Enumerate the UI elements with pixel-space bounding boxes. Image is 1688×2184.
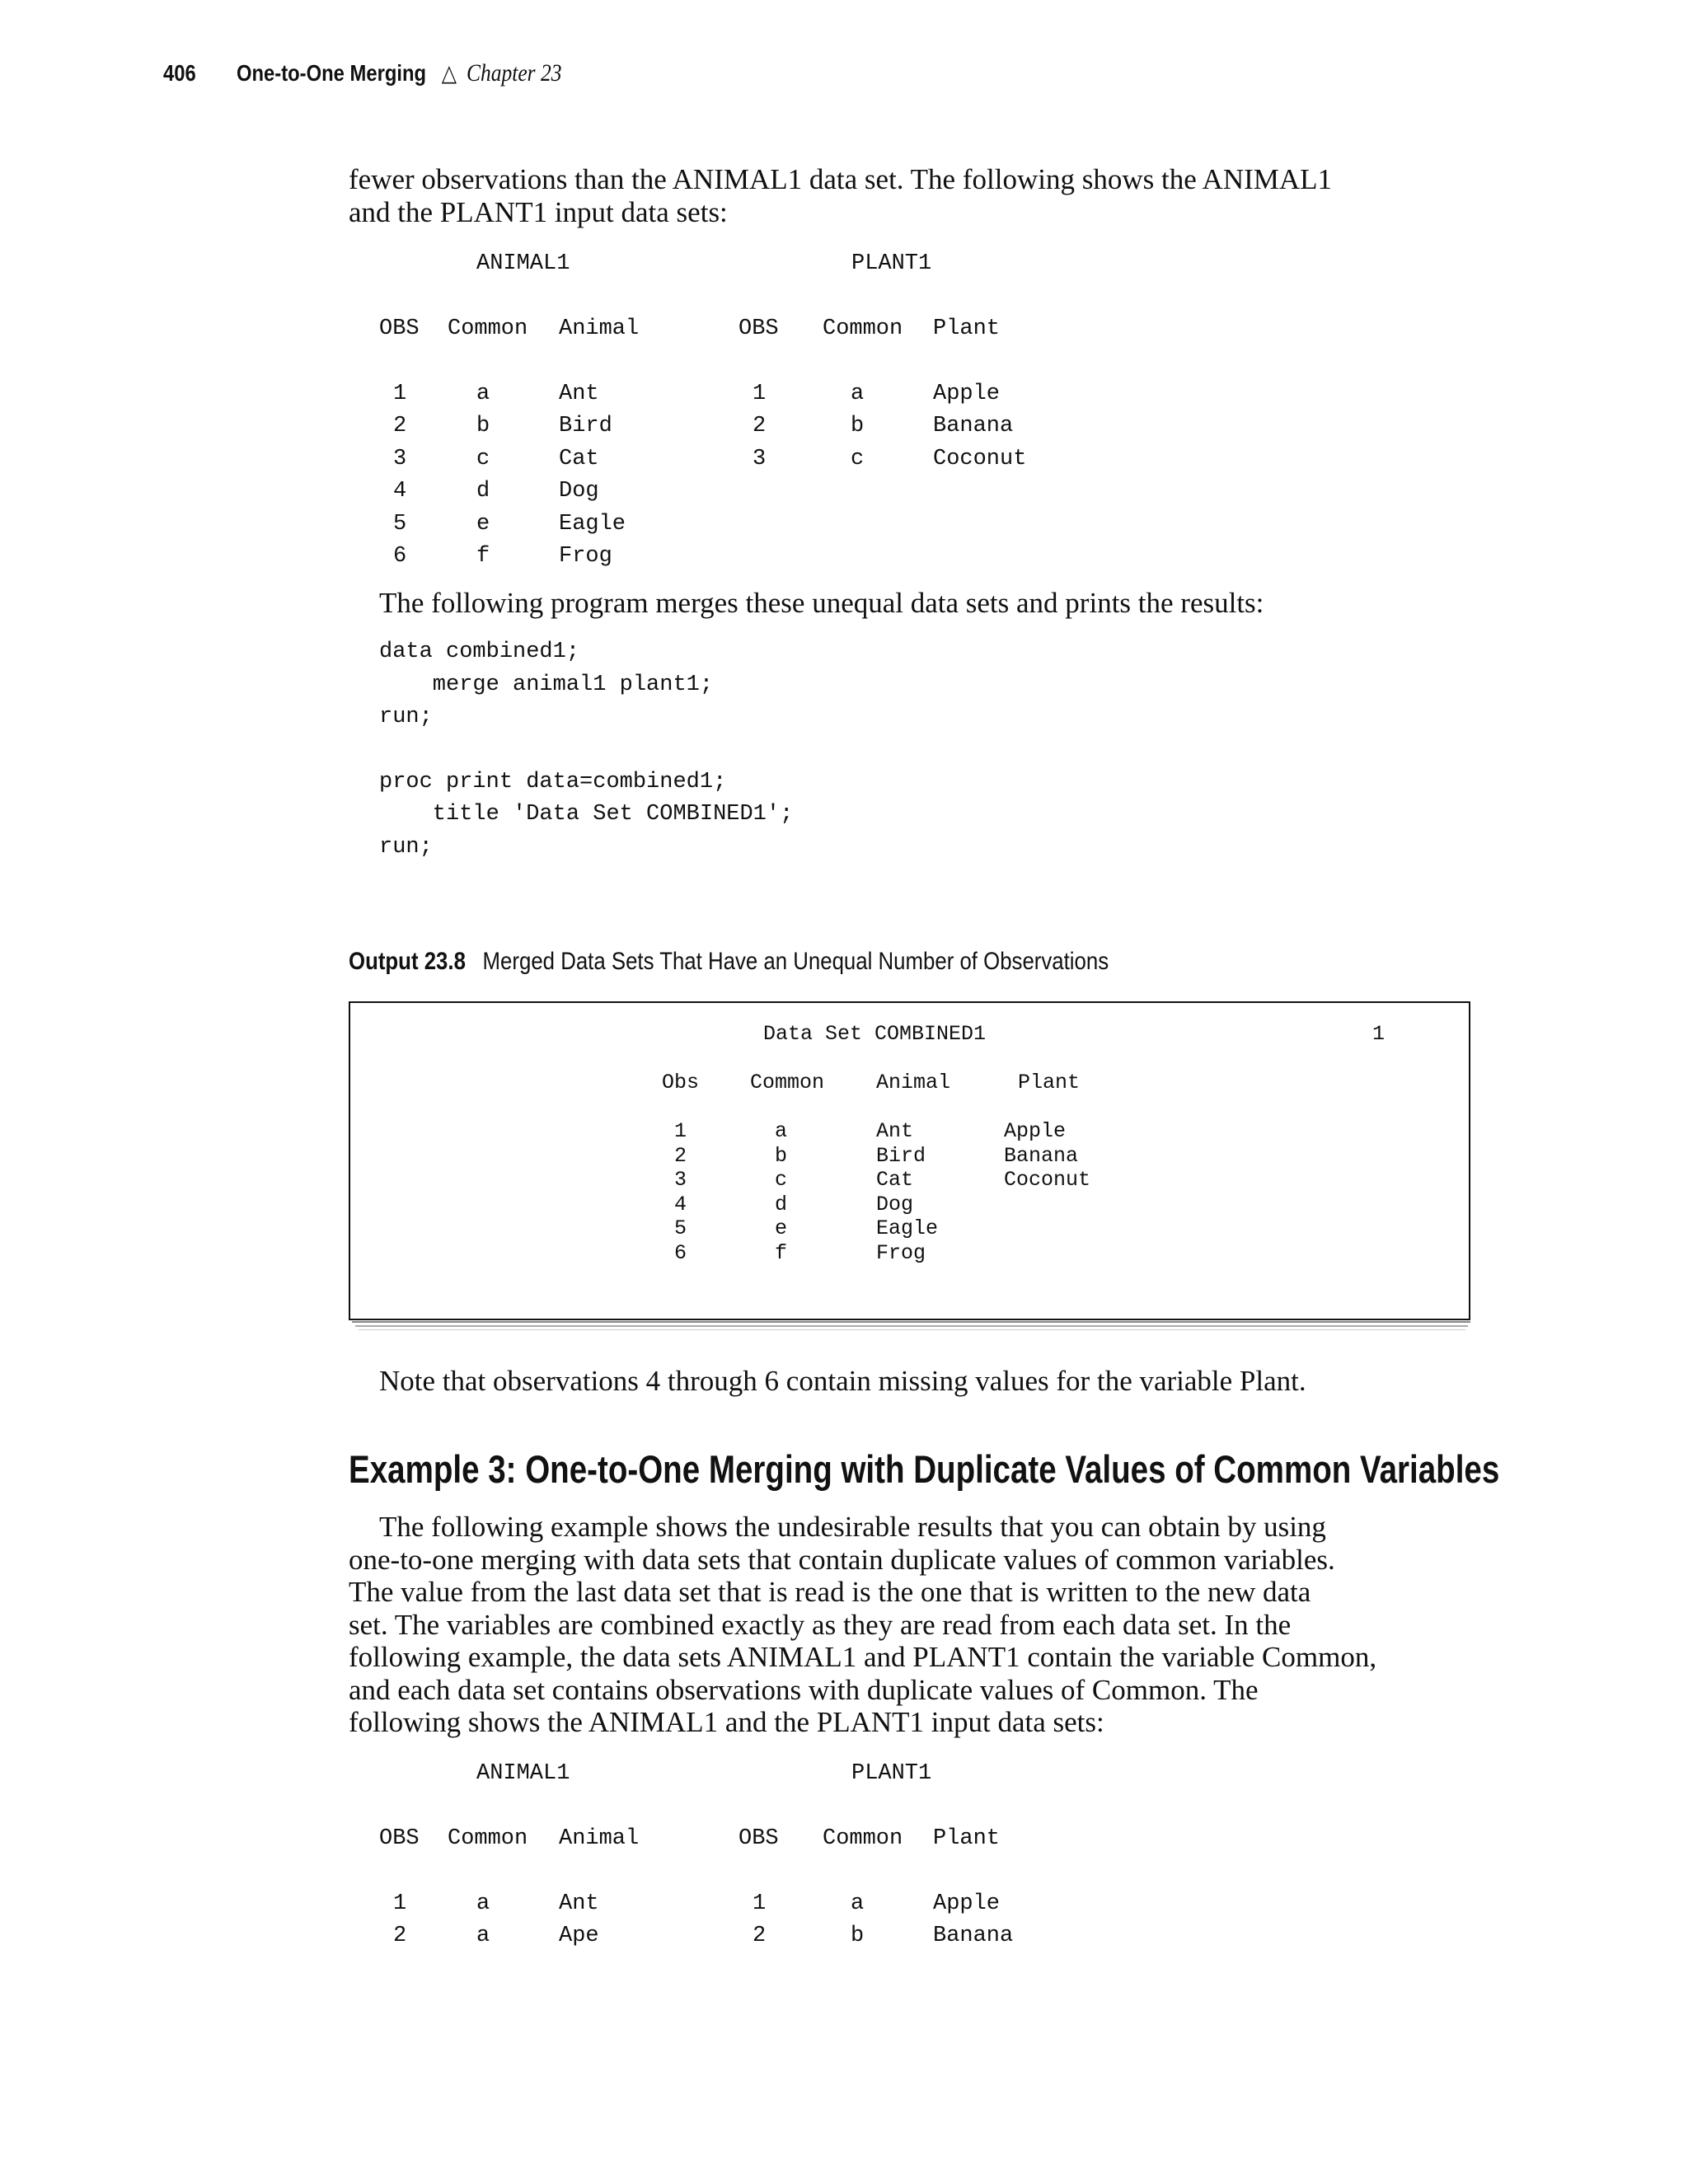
program-intro: The following program merges these unequal data sets and prints the results: xyxy=(379,587,1264,619)
col-header: OBS xyxy=(379,1826,420,1851)
table-cell: d xyxy=(476,479,490,504)
table-cell: 5 xyxy=(393,512,407,537)
output-cell: Cat xyxy=(876,1168,914,1192)
table-cell: 4 xyxy=(393,479,407,504)
output-cell: e xyxy=(775,1216,788,1240)
output-cell: 5 xyxy=(674,1216,687,1240)
example-line: The following example shows the undesirable results that you can obtain by using xyxy=(379,1511,1326,1543)
table-cell: a xyxy=(851,1891,865,1916)
table-cell: a xyxy=(851,382,865,406)
page-number: 406 xyxy=(163,60,196,86)
table-cell: 1 xyxy=(753,1891,767,1916)
table-cell: Ant xyxy=(559,382,599,406)
output-cell: Ant xyxy=(876,1119,914,1143)
table-cell: Bird xyxy=(559,414,612,438)
output-box xyxy=(349,1001,1470,1320)
table-cell: a xyxy=(476,1891,490,1916)
table-cell: 1 xyxy=(393,382,407,406)
table-cell: Banana xyxy=(933,414,1014,438)
output-cell: b xyxy=(775,1144,788,1168)
col-header: Animal xyxy=(559,316,640,341)
table-cell: 2 xyxy=(753,1924,767,1948)
col-header: Common xyxy=(448,1826,528,1851)
table-cell: c xyxy=(476,447,490,471)
col-header: Common xyxy=(823,1826,903,1851)
table-cell: 2 xyxy=(393,414,407,438)
example-line: following shows the ANIMAL1 and the PLANT1 input data sets: xyxy=(349,1706,1104,1738)
plant-table-title: PLANT1 xyxy=(851,1761,932,1786)
output-cell: 1 xyxy=(674,1119,687,1143)
table-cell: c xyxy=(851,447,865,471)
running-title: One-to-One Merging xyxy=(237,60,427,86)
table-cell: 6 xyxy=(393,544,407,569)
output-caption xyxy=(349,948,1109,976)
code-line: proc print data=combined1; xyxy=(379,770,727,794)
col-header: Plant xyxy=(933,1826,1001,1851)
col-header: Plant xyxy=(933,316,1001,341)
table-cell: b xyxy=(851,414,865,438)
note-text: Note that observations 4 through 6 contain missing values for the variable Plant. xyxy=(379,1365,1306,1397)
table-cell: 1 xyxy=(753,382,767,406)
table-cell: Apple xyxy=(933,1891,1001,1916)
output-cell: Banana xyxy=(1004,1144,1079,1168)
table-cell: e xyxy=(476,512,490,537)
output-box-shadow xyxy=(359,1329,1465,1330)
output-cell: 6 xyxy=(674,1241,687,1265)
table-cell: Coconut xyxy=(933,447,1027,471)
plant-table-title: PLANT1 xyxy=(851,251,932,276)
example-heading: Example 3: One-to-One Merging with Duplicate Values of Common Variables xyxy=(349,1447,1500,1491)
output-box-shadow xyxy=(355,1325,1468,1327)
output-cell: a xyxy=(775,1119,788,1143)
intro-line-2: and the PLANT1 input data sets: xyxy=(349,196,728,228)
output-cell: Frog xyxy=(876,1241,926,1265)
output-caption-label: Output 23.8 xyxy=(349,948,466,975)
table-cell: Ant xyxy=(559,1891,599,1916)
table-cell: 2 xyxy=(393,1924,407,1948)
output-title: Data Set COMBINED1 xyxy=(763,1022,987,1046)
chapter-label: Chapter 23 xyxy=(466,59,562,87)
example-line: set. The variables are combined exactly as they are read from each data set. In the xyxy=(349,1609,1292,1641)
table-cell: 3 xyxy=(753,447,767,471)
animal-table-title: ANIMAL1 xyxy=(476,1761,570,1786)
output-cell: 4 xyxy=(674,1193,687,1216)
table-cell: Apple xyxy=(933,382,1001,406)
example-line: following example, the data sets ANIMAL1 and PLANT1 contain the variable Common, xyxy=(349,1641,1377,1673)
output-cell: 2 xyxy=(674,1144,687,1168)
table-cell: Cat xyxy=(559,447,599,471)
example-line: one-to-one merging with data sets that contain duplicate values of common variables. xyxy=(349,1544,1335,1576)
col-header: OBS xyxy=(379,316,420,341)
col-header: Common xyxy=(448,316,528,341)
output-col-header: Plant xyxy=(1018,1071,1081,1094)
output-cell: Coconut xyxy=(1004,1168,1091,1192)
table-cell: b xyxy=(851,1924,865,1948)
table-cell: Banana xyxy=(933,1924,1014,1948)
output-cell: Apple xyxy=(1004,1119,1067,1143)
code-line: merge animal1 plant1; xyxy=(379,673,714,697)
table-cell: Eagle xyxy=(559,512,626,537)
code-line: title 'Data Set COMBINED1'; xyxy=(379,802,794,827)
running-header xyxy=(163,59,561,87)
table-cell: a xyxy=(476,1924,490,1948)
table-cell: 2 xyxy=(753,414,767,438)
intro-line-1: fewer observations than the ANIMAL1 data set. The following shows the ANIMAL1 xyxy=(349,163,1333,195)
col-header: OBS xyxy=(738,316,779,341)
table-cell: Dog xyxy=(559,479,599,504)
output-col-header: Obs xyxy=(662,1071,700,1094)
code-line: data combined1; xyxy=(379,640,580,664)
col-header: Common xyxy=(823,316,903,341)
code-line: run; xyxy=(379,835,433,860)
output-cell: Eagle xyxy=(876,1216,939,1240)
table-cell: Ape xyxy=(559,1924,599,1948)
output-cell: c xyxy=(775,1168,788,1192)
output-caption-text: Merged Data Sets That Have an Unequal Number of Observations xyxy=(482,948,1109,975)
animal-table-title: ANIMAL1 xyxy=(476,251,570,276)
table-cell: f xyxy=(476,544,490,569)
table-cell: Frog xyxy=(559,544,612,569)
col-header: OBS xyxy=(738,1826,779,1851)
col-header: Animal xyxy=(559,1826,640,1851)
table-cell: 3 xyxy=(393,447,407,471)
triangle-separator-icon: △ xyxy=(441,60,457,86)
output-cell: f xyxy=(775,1241,788,1265)
output-col-header: Common xyxy=(750,1071,825,1094)
table-cell: a xyxy=(476,382,490,406)
table-cell: b xyxy=(476,414,490,438)
table-cell: 1 xyxy=(393,1891,407,1916)
example-line: and each data set contains observations with duplicate values of Common. The xyxy=(349,1674,1259,1706)
output-cell: d xyxy=(775,1193,788,1216)
output-cell: 3 xyxy=(674,1168,687,1192)
output-box-shadow xyxy=(352,1321,1470,1323)
output-cell: Bird xyxy=(876,1144,926,1168)
output-col-header: Animal xyxy=(876,1071,951,1094)
code-line: run; xyxy=(379,705,433,729)
output-cell: Dog xyxy=(876,1193,914,1216)
output-page-number: 1 xyxy=(1372,1022,1386,1046)
example-line: The value from the last data set that is read is the one that is written to the new data xyxy=(349,1576,1311,1608)
